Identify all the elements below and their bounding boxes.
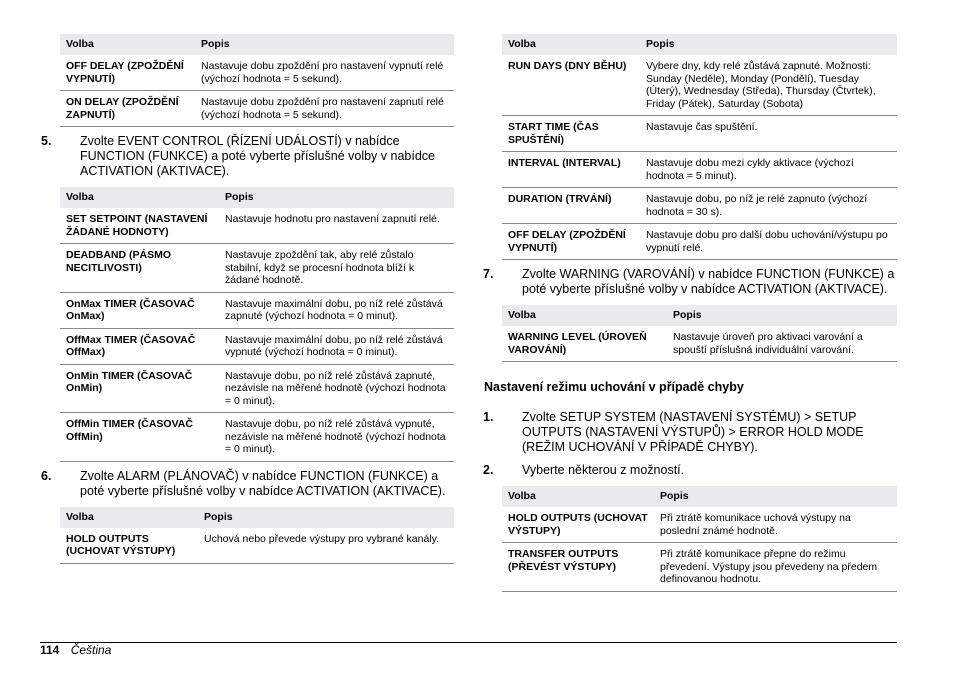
table-row xyxy=(502,543,897,592)
step-6 xyxy=(41,468,454,499)
column-header-description: Popis xyxy=(219,187,454,208)
column-header-option: Volba xyxy=(60,34,195,55)
table-row xyxy=(60,208,454,244)
column-header-description: Popis xyxy=(640,34,897,55)
option-name: DURATION (TRVÁNÍ) xyxy=(502,188,640,224)
option-name: HOLD OUTPUTS (UCHOVAT VÝSTUPY) xyxy=(60,528,198,564)
table-row xyxy=(60,328,454,364)
option-description: Nastavuje dobu, po níž relé zůstává vypnuté, nezávisle na měřené hodnotě (výchozí hodnota = 0 minut). xyxy=(219,413,454,462)
option-description: Při ztrátě komunikace přepne do režimu převedení. Výstupy jsou převedeny na předem definovanou hodnotu. xyxy=(654,543,897,592)
step-5 xyxy=(41,134,454,179)
option-name: OffMax TIMER (ČASOVAČ OffMax) xyxy=(60,328,219,364)
step-number: 5. xyxy=(41,134,52,148)
step-text: Zvolte ALARM (PLÁNOVAČ) v nabídce FUNCTION (FUNKCE) a poté vyberte příslušné volby v nabídce ACTIVATION (AKTIVACE). xyxy=(80,468,446,498)
table-row xyxy=(60,55,454,91)
option-description: Vybere dny, kdy relé zůstává zapnuté. Možnosti: Sunday (Neděle), Monday (Pondělí), Tuesday (Úterý), Wednesday (Středa), Thursday (Čtvrtek), Friday (Pátek), Saturday (Sobota) xyxy=(640,55,897,116)
option-description: Nastavuje dobu, po níž je relé zapnuto (výchozí hodnota = 30 s). xyxy=(640,188,897,224)
column-header-option: Volba xyxy=(60,507,198,528)
table-row xyxy=(502,507,897,543)
footer-language: Čeština xyxy=(70,643,112,657)
table-row xyxy=(60,364,454,413)
column-header-option: Volba xyxy=(60,187,219,208)
table-row xyxy=(60,91,454,127)
option-name: WARNING LEVEL (ÚROVEŇ VAROVÁNÍ) xyxy=(502,326,667,362)
option-description: Nastavuje hodnotu pro nastavení zapnutí relé. xyxy=(219,208,454,244)
option-name: START TIME (ČAS SPUŠTĚNÍ) xyxy=(502,116,640,152)
option-name: OffMin TIMER (ČASOVAČ OffMin) xyxy=(60,413,219,462)
option-description: Nastavuje maximální dobu, po níž relé zůstává vypnuté (výchozí hodnota = 0 minut). xyxy=(219,328,454,364)
table-row xyxy=(60,244,454,293)
options-table-error-hold xyxy=(502,486,897,592)
step-number: 6. xyxy=(41,468,52,483)
column-header-description: Popis xyxy=(667,305,897,326)
options-table-alarm xyxy=(60,507,454,564)
step-text: Vyberte některou z možností. xyxy=(522,463,685,477)
column-header-option: Volba xyxy=(502,486,654,507)
option-name: SET SETPOINT (NASTAVENÍ ŽÁDANÉ HODNOTY) xyxy=(60,208,219,244)
option-description: Nastavuje maximální dobu, po níž relé zůstává zapnuté (výchozí hodnota = 0 minut). xyxy=(219,292,454,328)
options-table-timer xyxy=(502,34,897,260)
option-description: Při ztrátě komunikace uchová výstupy na poslední známé hodnotě. xyxy=(654,507,897,543)
option-description: Nastavuje dobu zpoždění pro nastavení zapnutí relé (výchozí hodnota = 5 sekund). xyxy=(195,91,454,127)
option-description: Nastavuje zpoždění tak, aby relé zůstalo stabilní, když se procesní hodnota blíží k žádané hodnotě. xyxy=(219,244,454,293)
step-text: Zvolte WARNING (VAROVÁNÍ) v nabídce FUNCTION (FUNKCE) a poté vyberte příslušné volby v nabídce ACTIVATION (AKTIVACE). xyxy=(522,267,895,296)
page-footer xyxy=(40,643,111,658)
page-number: 114 xyxy=(40,643,60,657)
option-description: Nastavuje čas spuštění. xyxy=(640,116,897,152)
column-header-option: Volba xyxy=(502,305,667,326)
options-table-event-control xyxy=(60,187,454,462)
step-number: 7. xyxy=(483,267,494,281)
options-table-warning xyxy=(502,305,897,362)
option-name: OnMax TIMER (ČASOVAČ OnMax) xyxy=(60,292,219,328)
option-name: TRANSFER OUTPUTS (PŘEVÉST VÝSTUPY) xyxy=(502,543,654,592)
option-name: ON DELAY (ZPOŽDĚNÍ ZAPNUTÍ) xyxy=(60,91,195,127)
column-header-option: Volba xyxy=(502,34,640,55)
column-header-description: Popis xyxy=(195,34,454,55)
options-table-delays xyxy=(60,34,454,127)
footer-divider xyxy=(40,642,897,643)
table-row xyxy=(502,188,897,224)
option-name: DEADBAND (PÁSMO NECITLIVOSTI) xyxy=(60,244,219,293)
option-description: Nastavuje dobu pro další dobu uchování/výstupu po vypnutí relé. xyxy=(640,224,897,260)
step-7 xyxy=(483,267,897,297)
option-name: OFF DELAY (ZPOŽDĚNÍ VYPNUTÍ) xyxy=(60,55,195,91)
table-row xyxy=(60,528,454,564)
table-row xyxy=(60,292,454,328)
option-description: Nastavuje úroveň pro aktivaci varování a spouští příslušná individuální varování. xyxy=(667,326,897,362)
left-column xyxy=(41,34,454,564)
step-text: Zvolte SETUP SYSTEM (NASTAVENÍ SYSTÉMU) > SETUP OUTPUTS (NASTAVENÍ VÝSTUPŮ) > ERROR HOLD MODE (REŽIM UCHOVÁNÍ V PŘÍPADĚ CHYBY). xyxy=(522,410,864,454)
step-number: 2. xyxy=(483,463,494,477)
step-1 xyxy=(483,410,897,455)
step-number: 1. xyxy=(483,410,494,424)
table-row xyxy=(502,152,897,188)
table-row xyxy=(502,326,897,362)
option-description: Nastavuje dobu zpoždění pro nastavení vypnutí relé (výchozí hodnota = 5 sekund). xyxy=(195,55,454,91)
option-description: Nastavuje dobu mezi cykly aktivace (výchozí hodnota = 5 minut). xyxy=(640,152,897,188)
table-row xyxy=(502,116,897,152)
right-column xyxy=(483,34,897,592)
option-name: OFF DELAY (ZPOŽDĚNÍ VYPNUTÍ) xyxy=(502,224,640,260)
section-heading: Nastavení režimu uchování v případě chyby xyxy=(484,380,744,394)
option-name: OnMin TIMER (ČASOVAČ OnMin) xyxy=(60,364,219,413)
step-2 xyxy=(483,463,897,478)
step-text: Zvolte EVENT CONTROL (ŘÍZENÍ UDÁLOSTÍ) v nabídce FUNCTION (FUNKCE) a poté vyberte příslušné volby v nabídce ACTIVATION (AKTIVACE). xyxy=(80,134,435,178)
option-description: Uchová nebo převede výstupy pro vybrané kanály. xyxy=(198,528,454,564)
column-header-description: Popis xyxy=(654,486,897,507)
option-name: INTERVAL (INTERVAL) xyxy=(502,152,640,188)
option-name: HOLD OUTPUTS (UCHOVAT VÝSTUPY) xyxy=(502,507,654,543)
option-description: Nastavuje dobu, po níž relé zůstává zapnuté, nezávisle na měřené hodnotě (výchozí hodnota = 0 minut). xyxy=(219,364,454,413)
table-row xyxy=(502,55,897,116)
table-row xyxy=(502,224,897,260)
table-row xyxy=(60,413,454,462)
option-name: RUN DAYS (DNY BĚHU) xyxy=(502,55,640,116)
column-header-description: Popis xyxy=(198,507,454,528)
